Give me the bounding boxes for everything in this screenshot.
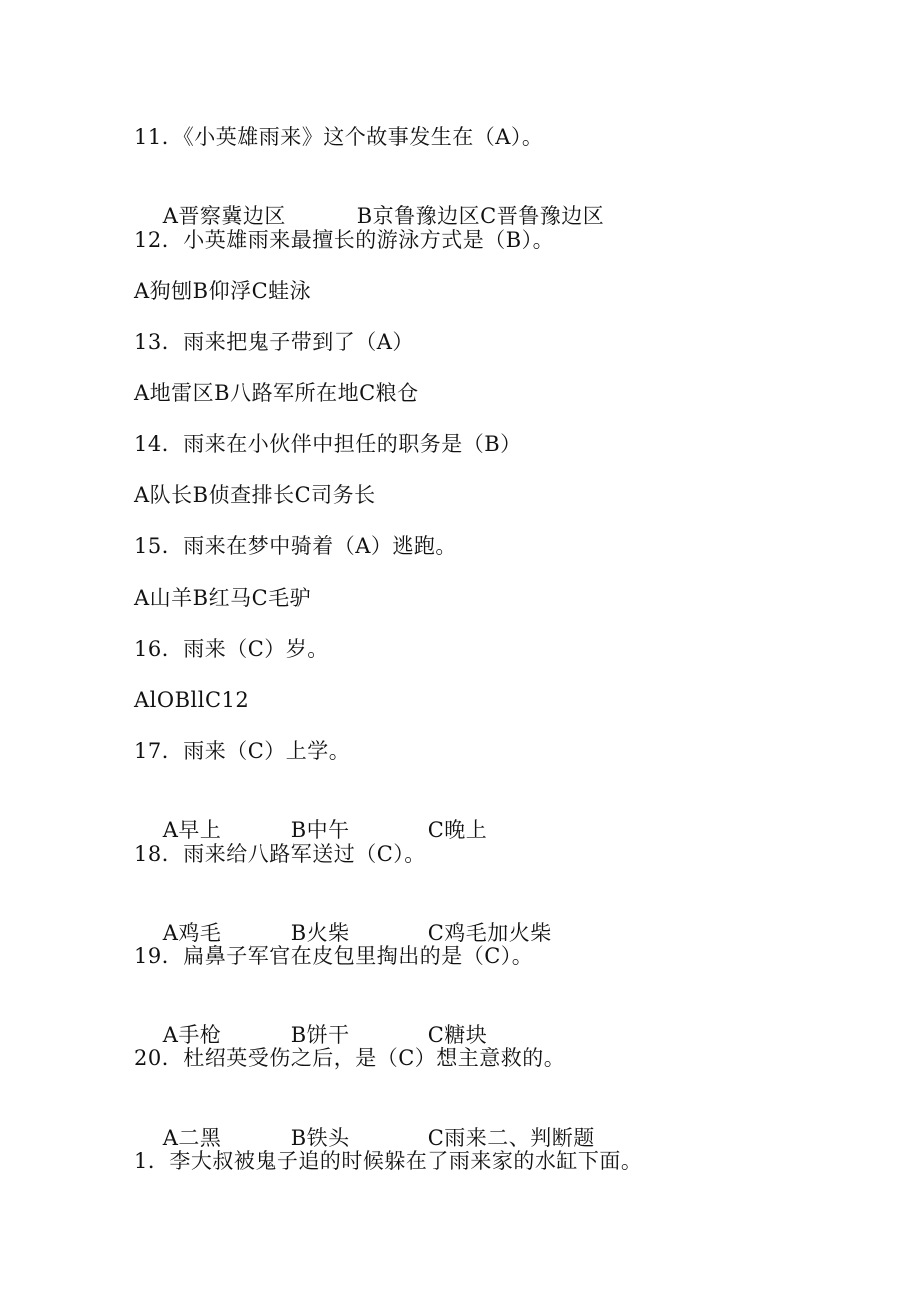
option-b: B火柴: [290, 921, 350, 945]
question-16: 16．雨来（C）岁。: [134, 637, 329, 661]
option-c: C晚上: [427, 818, 488, 842]
question-12: 12．小英雄雨来最擅长的游泳方式是（B）。: [134, 228, 555, 252]
option-a: A二黑: [162, 1126, 222, 1150]
option-a: A早上: [162, 818, 222, 842]
options-16: AlOBllC12: [134, 688, 250, 712]
options-14: A队长B侦查排长C司务长: [134, 483, 376, 507]
option-b: B铁头: [290, 1126, 350, 1150]
option-c: C雨来二、判断题: [427, 1126, 595, 1150]
judgement-question-1: 1．李大叔被鬼子追的时候躲在了雨来家的水缸下面。: [134, 1149, 643, 1173]
question-14: 14．雨来在小伙伴中担任的职务是（B）: [134, 432, 522, 456]
option-c: C鸡毛加火柴: [427, 921, 552, 945]
option-c: C糖块: [427, 1023, 488, 1047]
option-a: A手枪: [162, 1023, 222, 1047]
question-18: 18．雨来给八路军送过（C）。: [134, 842, 426, 866]
question-13: 13．雨来把鬼子带到了（A）: [134, 330, 414, 354]
question-20: 20．杜绍英受伤之后，是（C）想主意救的。: [134, 1046, 566, 1070]
question-11: 11．《小英雄雨来》这个故事发生在（A）。: [134, 125, 544, 149]
option-b: B中午: [290, 818, 350, 842]
option-a: A鸡毛: [162, 921, 222, 945]
question-19: 19．扁鼻子军官在皮包里掏出的是（C）。: [134, 944, 534, 968]
option-bc: B京鲁豫边区C晋鲁豫边区: [356, 204, 605, 228]
option-a: A晋察冀边区: [162, 204, 286, 228]
options-13: A地雷区B八路军所在地C粮仓: [134, 381, 419, 405]
options-12: A狗刨B仰浮C蛙泳: [134, 279, 312, 303]
options-15: A山羊B红马C毛驴: [134, 586, 312, 610]
question-15: 15．雨来在梦中骑着（A）逃跑。: [134, 534, 457, 558]
question-17: 17．雨来（C）上学。: [134, 739, 351, 763]
option-b: B饼干: [290, 1023, 350, 1047]
